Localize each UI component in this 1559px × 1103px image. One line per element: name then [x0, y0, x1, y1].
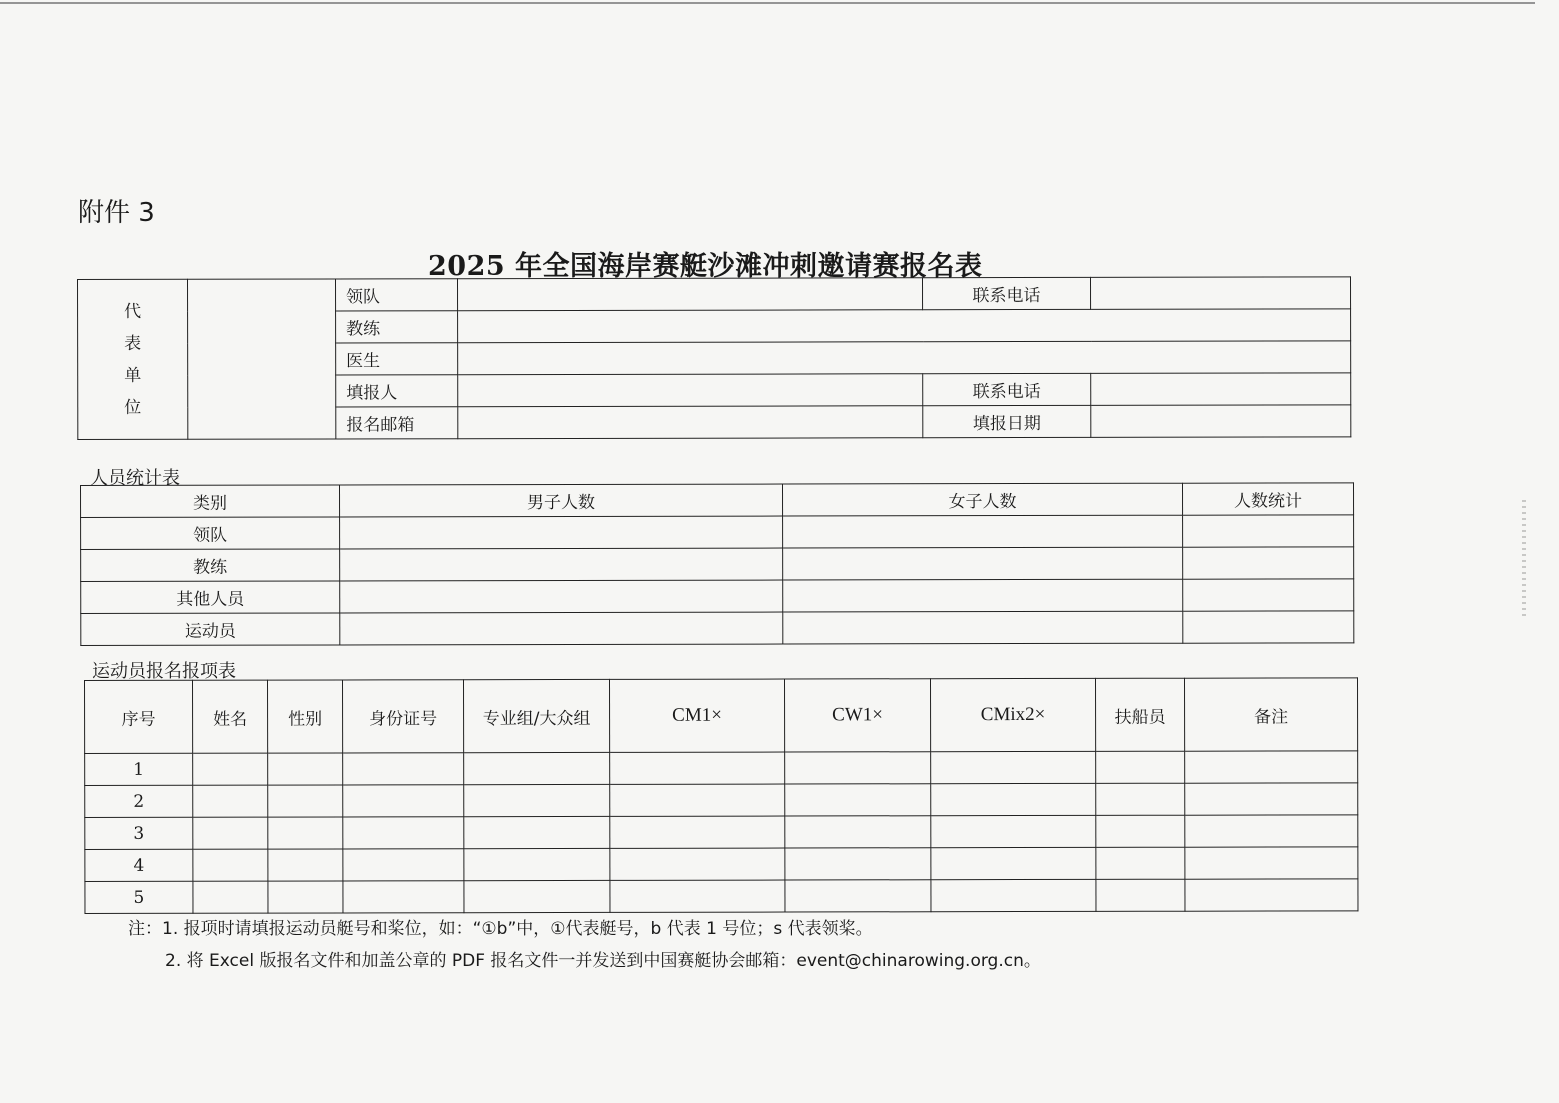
name-cell[interactable]: [193, 753, 268, 785]
coach-field[interactable]: [458, 309, 1351, 343]
personnel-header-row: [81, 483, 1354, 518]
note-2: 2. 将 Excel 版报名文件和加盖公章的 PDF 报名文件一并发送到中国赛艇协会邮箱：event@chinarowing.org.cn。: [165, 951, 1041, 971]
gender-cell[interactable]: [268, 785, 343, 817]
personnel-table: [80, 482, 1354, 646]
athlete-row: [85, 815, 1358, 850]
group-cell[interactable]: [464, 784, 610, 816]
name-cell[interactable]: [193, 785, 268, 817]
remarks-cell[interactable]: [1185, 847, 1358, 879]
athlete-row: [85, 879, 1358, 914]
cw1x-cell[interactable]: [785, 784, 931, 816]
col-remarks: 备注: [1184, 678, 1357, 751]
fill-date-field[interactable]: [1091, 405, 1351, 438]
unit-info-table: [77, 276, 1351, 440]
personnel-heading: 人员统计表: [90, 468, 180, 489]
male-count-cell[interactable]: [340, 516, 783, 549]
col-cm1x: CM1×: [609, 679, 784, 752]
filler-label: 填报人: [336, 375, 458, 407]
leader-phone-label: 联系电话: [922, 277, 1090, 309]
email-field[interactable]: [458, 406, 923, 439]
row-seq: 4: [85, 849, 193, 881]
col-boat-holder: 扶船员: [1095, 678, 1184, 751]
gender-cell[interactable]: [268, 849, 343, 881]
personnel-row: [81, 579, 1354, 614]
fill-date-label: 填报日期: [923, 405, 1091, 437]
personnel-row: [81, 547, 1354, 582]
row-seq: 1: [85, 753, 193, 785]
row-label: 教练: [81, 549, 340, 582]
filler-field[interactable]: [458, 374, 923, 407]
cmix2x-cell[interactable]: [931, 751, 1096, 783]
athlete-row: [85, 783, 1358, 818]
leader-field[interactable]: [458, 278, 923, 311]
female-count-cell[interactable]: [783, 579, 1183, 612]
col-cw1x: CW1×: [784, 679, 930, 752]
cm1x-cell[interactable]: [610, 880, 785, 912]
row-seq: 2: [85, 785, 193, 817]
row-seq: 5: [85, 881, 193, 913]
col-category: 类别: [81, 485, 340, 518]
male-count-cell[interactable]: [340, 612, 783, 645]
col-cmix2x: CMix2×: [930, 678, 1095, 751]
id-cell[interactable]: [343, 881, 464, 913]
id-cell[interactable]: [343, 817, 464, 849]
name-cell[interactable]: [193, 881, 268, 913]
cmix2x-cell[interactable]: [931, 847, 1096, 879]
total-count-cell[interactable]: [1183, 547, 1354, 579]
doctor-field[interactable]: [458, 341, 1351, 375]
unit-label: 代 表 单 位: [78, 279, 188, 439]
cm1x-cell[interactable]: [610, 816, 785, 848]
col-female-count: 女子人数: [782, 483, 1182, 516]
name-cell[interactable]: [193, 817, 268, 849]
email-label: 报名邮箱: [336, 407, 458, 439]
personnel-row: [81, 515, 1354, 550]
boat-holder-cell[interactable]: [1096, 879, 1185, 911]
total-count-cell[interactable]: [1183, 579, 1354, 611]
unit-name-cell[interactable]: [188, 279, 336, 439]
athlete-header-row: [85, 678, 1358, 754]
remarks-cell[interactable]: [1185, 879, 1358, 911]
scan-edge-mark: [1522, 500, 1526, 620]
filler-phone-label: 联系电话: [923, 373, 1091, 405]
cmix2x-cell[interactable]: [931, 815, 1096, 847]
gender-cell[interactable]: [268, 817, 343, 849]
cm1x-cell[interactable]: [610, 784, 785, 816]
remarks-cell[interactable]: [1185, 783, 1358, 815]
col-gender: 性别: [268, 680, 343, 753]
col-id-number: 身份证号: [343, 680, 464, 753]
boat-holder-cell[interactable]: [1096, 783, 1185, 815]
cm1x-cell[interactable]: [610, 848, 785, 880]
leader-label: 领队: [336, 279, 458, 311]
athlete-row: [85, 751, 1358, 786]
id-cell[interactable]: [343, 785, 464, 817]
gender-cell[interactable]: [268, 881, 343, 913]
gender-cell[interactable]: [268, 753, 343, 785]
cw1x-cell[interactable]: [785, 752, 931, 784]
col-name: 姓名: [193, 680, 268, 753]
group-cell[interactable]: [464, 816, 610, 848]
cmix2x-cell[interactable]: [931, 783, 1096, 815]
col-group: 专业组/大众组: [464, 679, 610, 752]
cm1x-cell[interactable]: [610, 752, 785, 784]
id-cell[interactable]: [343, 849, 464, 881]
col-total-count: 人数统计: [1182, 483, 1353, 515]
row-label: 领队: [81, 517, 340, 550]
doctor-label: 医生: [336, 343, 458, 375]
group-cell[interactable]: [464, 752, 610, 784]
col-male-count: 男子人数: [340, 484, 783, 517]
form-title: 2025 年全国海岸赛艇沙滩冲刺邀请赛报名表: [428, 251, 983, 282]
remarks-cell[interactable]: [1185, 751, 1358, 783]
personnel-row: [81, 611, 1354, 646]
cw1x-cell[interactable]: [785, 816, 931, 848]
name-cell[interactable]: [193, 849, 268, 881]
male-count-cell[interactable]: [340, 580, 783, 613]
filler-phone-field[interactable]: [1091, 373, 1351, 406]
row-label: 其他人员: [81, 581, 340, 614]
cw1x-cell[interactable]: [785, 848, 931, 880]
cw1x-cell[interactable]: [785, 880, 931, 912]
scan-edge-line: [0, 2, 1535, 4]
leader-phone-field[interactable]: [1090, 277, 1350, 310]
row-seq: 3: [85, 817, 193, 849]
remarks-cell[interactable]: [1185, 815, 1358, 847]
boat-holder-cell[interactable]: [1096, 815, 1185, 847]
athlete-row: [85, 847, 1358, 882]
group-cell[interactable]: [464, 880, 610, 912]
id-cell[interactable]: [343, 753, 464, 785]
note-1: 注：1. 报项时请填报运动员艇号和桨位，如：“①b”中，①代表艇号，b 代表 1 号位；s 代表领桨。: [128, 919, 873, 939]
female-count-cell[interactable]: [783, 611, 1183, 644]
group-cell[interactable]: [464, 848, 610, 880]
total-count-cell[interactable]: [1183, 515, 1354, 547]
total-count-cell[interactable]: [1183, 611, 1354, 643]
col-seq: 序号: [85, 680, 193, 753]
unit-row-leader: [78, 277, 1351, 312]
female-count-cell[interactable]: [783, 515, 1183, 548]
male-count-cell[interactable]: [340, 548, 783, 581]
row-label: 运动员: [81, 613, 340, 646]
boat-holder-cell[interactable]: [1096, 847, 1185, 879]
athlete-heading: 运动员报名报项表: [92, 661, 236, 682]
boat-holder-cell[interactable]: [1096, 751, 1185, 783]
coach-label: 教练: [336, 311, 458, 343]
athlete-table: [84, 677, 1358, 914]
female-count-cell[interactable]: [783, 547, 1183, 580]
attachment-label: 附件 3: [78, 198, 155, 228]
cmix2x-cell[interactable]: [931, 879, 1096, 911]
